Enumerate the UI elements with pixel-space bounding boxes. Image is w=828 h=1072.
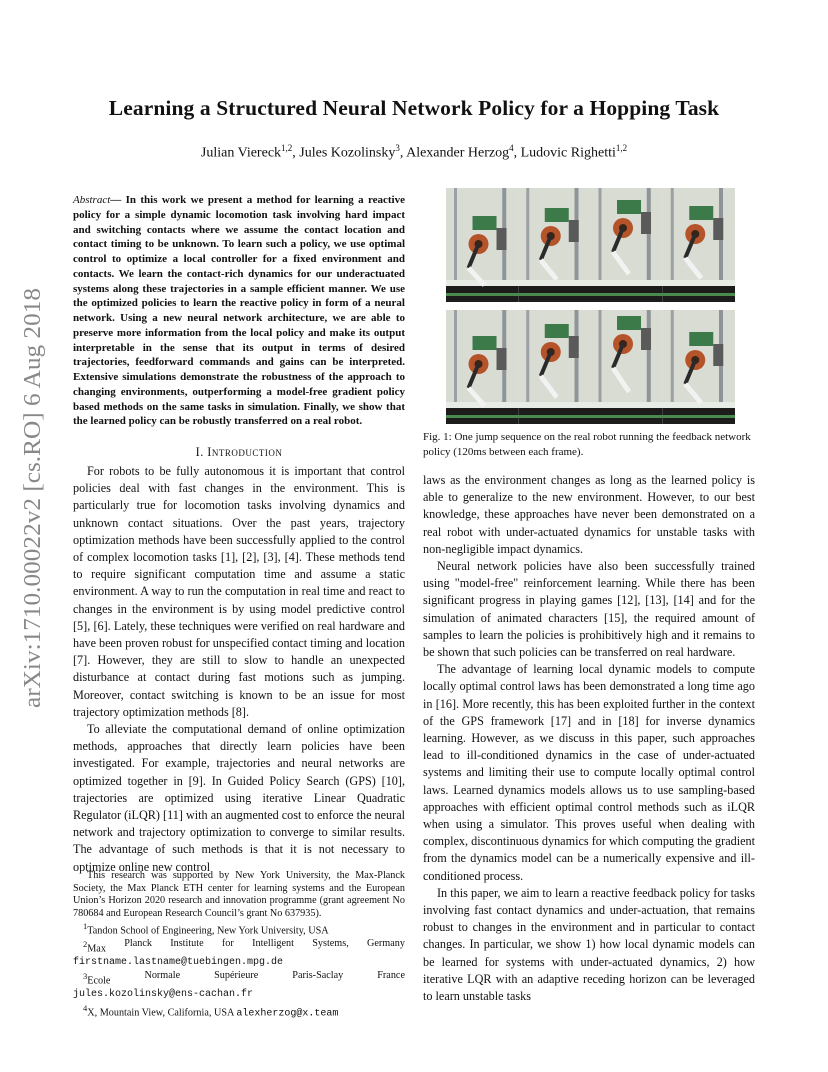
author-name: Jules Kozolinsky	[299, 145, 396, 161]
track-stripe	[663, 293, 735, 296]
footnote-2-email: firstname.lastname@tuebingen.mpg.de	[73, 957, 284, 969]
photo-frame	[591, 310, 663, 424]
author-affiliation-mark: 3	[395, 143, 400, 153]
track-stripe	[663, 415, 735, 418]
rail	[671, 188, 674, 280]
footnote-1: $^1$Tandon School of Engineering, New York University, USA	[83, 921, 329, 937]
right-column-body	[423, 472, 755, 1005]
abstract-lead: Abstract	[73, 194, 111, 206]
rail	[526, 188, 529, 280]
figure-1-jump-sequence	[446, 188, 735, 424]
rail	[647, 310, 651, 402]
slider-carriage	[641, 212, 651, 234]
body-paragraph: For robots to be fully autonomous it is important that control policies deal with fast changes in the environment. This is particularly true for locomotion tasks involving dynamics and unknown contact situations. Over the past years, trajectory optimization methods have been successfully applied to the control of complex locomotion tasks [1], [2], [3], [4]. These methods tend to require significant computation time and assume a static environment. A way to run the computation in real time and react to changes in the environment is by using model predictive control [5], [6]. Lately, these techniques were verified on real hardware and have been proven robust for unspecified contact timing and location [7]. However, they are still to slow to handle an unexpected disturbance at contact during fast motions such as jumping. Moreover, contact switching is known to be an issue for most trajectory optimization methods [8].	[73, 464, 406, 719]
photo-frame	[518, 188, 590, 302]
arxiv-identifier-stamp	[20, 288, 46, 708]
control-board	[545, 324, 569, 338]
footnote-2: $^2$Max Planck Institute for Intelligent Systems, Germany	[83, 938, 405, 955]
rail	[671, 310, 674, 402]
photo-frame	[663, 188, 735, 302]
rail	[599, 188, 602, 280]
author-name: Ludovic Righetti	[520, 145, 616, 161]
photo-frame	[446, 188, 518, 302]
arxiv-stamp-text: arXiv:1710.00022v2 [cs.RO] 6 Aug 2018	[20, 309, 46, 708]
author-list: Julian Viereck$^{1,2}$, Jules Kozolinsky$^3$, Alexander Herzog$^4$, Ludovic Righetti$^{1,2}$	[200, 143, 628, 161]
track-edge	[518, 402, 590, 408]
track-stripe	[518, 293, 590, 296]
rail	[454, 188, 457, 280]
robot-photo-grid	[446, 188, 735, 424]
left-column-body	[73, 463, 405, 876]
slider-carriage	[713, 218, 723, 240]
author-affiliation-mark: 1,2	[615, 143, 628, 153]
slider-carriage	[641, 328, 651, 350]
footnote-3: $^3$Ecole Normale Supérieure Paris-Saclay France	[83, 969, 405, 987]
author-name: Alexander Herzog	[406, 145, 510, 161]
body-paragraph: Neural network policies have also been successfully trained using "model-free" reinforcement learning. While there has been significant progress in playing games [12], [13], [14] and for the simulation of animated characters [15], the required amount of samples to learn the policies is prohibitively high and it remains to be shown that such policies can be transferred on real hardware.	[423, 559, 755, 660]
section-heading-introduction	[73, 445, 405, 460]
photo-frame	[518, 310, 590, 424]
photo-frame	[591, 188, 663, 302]
slider-carriage	[497, 228, 507, 250]
body-paragraph: laws as the environment changes as long as the learned policy is able to generalize to the new environment. However, to our best knowledge, these approaches have never been demonstrated on a real robot with under-actuated dynamics for unstable tasks with non-negligible impact dynamics.	[423, 473, 755, 556]
figure-1-caption: Fig. 1: One jump sequence on the real robot running the feedback network policy (120ms between each frame).	[423, 431, 751, 458]
footnote-3-email: jules.kozolinsky@ens-cachan.fr	[73, 988, 254, 1000]
body-paragraph: The advantage of learning local dynamic models to compute locally optimal control laws has been demonstrated a long time ago in [16]. More recently, this has been exploited further in the context of the GPS framework [17] and in [18] for inverse dynamics learning. However, as we discuss in this paper, such approaches lead to ill-conditioned dynamics in the case of under-actuated systems and limiting their use to compute locally optimal control laws. Learned dynamics models allows us to use sampling-based approaches with efficient optimal control methods such as iLQR when using a simulator. This proves useful when dealing with complex, discontinuous dynamics for which computing the gradient from the dynamics model can be a numerically expensive and ill-conditioned process.	[423, 662, 755, 883]
control-board	[617, 316, 641, 330]
abstract-text: — In this work we present a method for learning a reactive policy for a simple dynamic locomotion task involving hard impact and switching contacts where we assume the contact location and contact timing to be unknown. To learn such a policy, we use optimal control to optimize a local controller for a fixed environment and contacts. We learn the contact-rich dynamics for our underactuated systems along these trajectories in a sample efficient manner. We use the optimized policies to learn the reactive policy in form of a neural network. Using a new neural network architecture, we are able to preserve more information from the local policy and make its output interpretable in the sense that its output in terms of desired trajectories, feedforward commands and gains can be interpreted. Extensive simulations demonstrate the robustness of the approach to changing environments, outperforming a model-free gradient policy based methods on the same tasks in simulation. Finally, we show that the learned policy can be robustly transferred on a real robot.	[73, 194, 405, 428]
track-stripe	[591, 293, 663, 296]
rail	[599, 310, 602, 402]
slider-carriage	[497, 348, 507, 370]
body-paragraph: In this paper, we aim to learn a reactive feedback policy for tasks involving fast contact dynamics and under-actuation, that remains robust to changes in the environment and in particular to contact changes. In particular, we show 1) how local dynamic models can be learned for systems with under-actuated dynamics, 2) how iterative LQR with an adaptive receding horizon can be leveraged to learn unstable tasks	[423, 885, 755, 1004]
section-number: I.	[195, 445, 208, 459]
photo-frame	[663, 310, 735, 424]
author-affiliation-mark: 1,2	[281, 143, 293, 153]
control-board	[545, 208, 569, 222]
footnotes	[73, 870, 405, 1021]
paper-title: Learning a Structured Neural Network Policy for a Hopping Task	[108, 96, 720, 120]
author-affiliation-mark: 4	[509, 143, 514, 153]
control-board	[473, 336, 497, 350]
control-board	[689, 206, 713, 220]
funding-footnote: This research was supported by New York University, the Max-Planck Society, the Max Planck ETH center for learning systems and the European Union’s Horizon 2020 research and innovation programme (grant agreement No 780684 and European Research Council’s grant No 637935).	[73, 870, 405, 919]
slider-carriage	[569, 336, 579, 358]
control-board	[473, 216, 497, 230]
body-paragraph: To alleviate the computational demand of online optimization methods, approaches that directly learn policies have been investigated. For example, trajectories and neural networks are optimized together in [9]. In Guided Policy Search (GPS) [10], trajectories are optimized using iterative Linear Quadratic Regulator (iLQR) [11] with an augmented cost to enforce the neural network and trajectory optimization to converge to similar results. The advantage of such methods is that it is not necessary to optimize online new control	[73, 722, 405, 874]
control-board	[617, 200, 641, 214]
rail	[454, 310, 457, 402]
abstract	[73, 193, 405, 429]
track-stripe	[446, 415, 518, 418]
track-edge	[591, 280, 663, 286]
track-stripe	[446, 293, 518, 296]
track-edge	[663, 280, 735, 286]
author-name: Julian Viereck	[200, 145, 282, 161]
control-board	[689, 332, 713, 346]
track-edge	[591, 402, 663, 408]
track-edge	[518, 280, 590, 286]
section-title: Introduction	[207, 445, 283, 459]
track-stripe	[518, 415, 590, 418]
track-stripe	[591, 415, 663, 418]
slider-carriage	[569, 220, 579, 242]
slider-carriage	[713, 344, 723, 366]
footnote-4: $^4$X, Mountain View, California, USA alexherzog@x.team	[83, 1002, 339, 1019]
rail	[526, 310, 529, 402]
photo-frame	[446, 310, 518, 424]
